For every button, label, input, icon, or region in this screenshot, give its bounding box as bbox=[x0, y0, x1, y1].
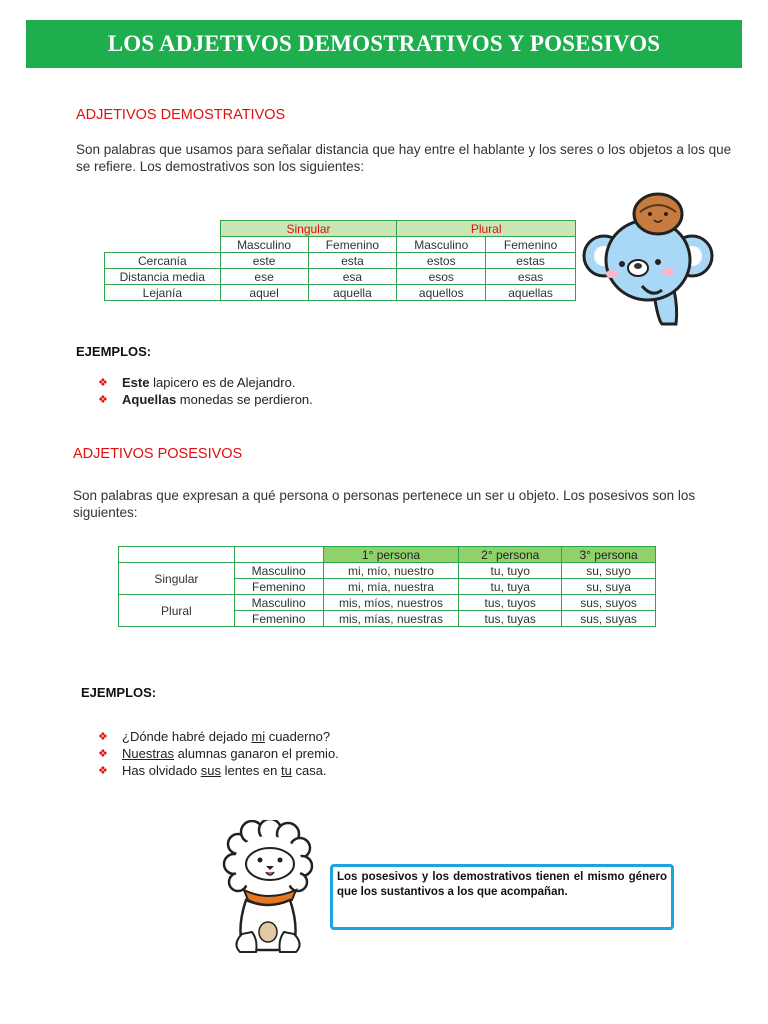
table-cell: esa bbox=[308, 269, 397, 285]
table-cell: esas bbox=[486, 269, 576, 285]
row-gender: Masculino bbox=[234, 563, 323, 579]
ejemplos-heading: EJEMPLOS: bbox=[76, 344, 152, 359]
koala-character-illustration bbox=[582, 186, 714, 328]
row-group-label: Singular bbox=[119, 563, 235, 595]
table-subheader: Masculino bbox=[397, 237, 486, 253]
table-subheader: Masculino bbox=[220, 237, 308, 253]
diamond-bullet-icon: ❖ bbox=[98, 394, 108, 406]
demostrativos-examples bbox=[98, 374, 313, 408]
table-row bbox=[105, 285, 576, 301]
row-gender: Femenino bbox=[234, 611, 323, 627]
table-subheader: Femenino bbox=[308, 237, 397, 253]
posesivos-paragraph: Son palabras que expresan a qué persona o personas pertenece un ser u objeto. Los posesivos son los siguientes: bbox=[73, 488, 696, 520]
row-label: Lejanía bbox=[105, 285, 221, 301]
example-text: ¿Dónde habré dejado bbox=[122, 729, 252, 744]
list-item bbox=[98, 745, 339, 762]
table-header-singular: Singular bbox=[220, 221, 397, 237]
row-gender: Masculino bbox=[234, 595, 323, 611]
table-cell: aquel bbox=[220, 285, 308, 301]
example-keyword: Aquellas bbox=[122, 392, 177, 407]
section-heading-demostrativos: ADJETIVOS DEMOSTRATIVOS bbox=[76, 107, 286, 123]
example-text: cuaderno? bbox=[265, 729, 331, 744]
list-item bbox=[98, 391, 313, 408]
table-cell: tu, tuyo bbox=[459, 563, 562, 579]
row-gender: Femenino bbox=[234, 579, 323, 595]
example-text: alumnas ganaron el premio. bbox=[174, 746, 339, 761]
posesivos-table bbox=[118, 546, 656, 627]
table-header-1a-persona: 1° persona bbox=[323, 547, 459, 563]
table-row bbox=[105, 269, 576, 285]
table-cell: aquella bbox=[308, 285, 397, 301]
example-keyword: Este bbox=[122, 375, 150, 390]
table-header-3a-persona: 3° persona bbox=[562, 547, 656, 563]
table-cell: tu, tuya bbox=[459, 579, 562, 595]
example-keyword: Nuestras bbox=[122, 746, 175, 761]
table-cell: esta bbox=[308, 253, 397, 269]
table-cell: mis, míos, nuestros bbox=[323, 595, 459, 611]
ejemplos-heading: EJEMPLOS: bbox=[81, 685, 157, 700]
table-cell: su, suya bbox=[562, 579, 656, 595]
table-subheader: Femenino bbox=[486, 237, 576, 253]
table-cell: sus, suyos bbox=[562, 595, 656, 611]
example-keyword: mi bbox=[251, 729, 266, 744]
section-heading-posesivos: ADJETIVOS POSESIVOS bbox=[73, 446, 243, 462]
table-cell: mi, mía, nuestra bbox=[323, 579, 459, 595]
row-label: Cercanía bbox=[105, 253, 221, 269]
diamond-bullet-icon: ❖ bbox=[98, 765, 108, 777]
diamond-bullet-icon: ❖ bbox=[98, 377, 108, 389]
example-text: Has olvidado bbox=[122, 763, 201, 778]
diamond-bullet-icon: ❖ bbox=[98, 731, 108, 743]
example-keyword: tu bbox=[281, 763, 292, 778]
table-cell: mi, mío, nuestro bbox=[323, 563, 459, 579]
list-item bbox=[98, 728, 339, 745]
table-row bbox=[119, 595, 656, 611]
table-cell: aquellos bbox=[397, 285, 486, 301]
table-cell: esos bbox=[397, 269, 486, 285]
example-text: lentes en bbox=[221, 763, 282, 778]
example-text: monedas se perdieron. bbox=[176, 392, 313, 407]
note-box: Los posesivos y los demostrativos tienen el mismo género que los sustantivos a los que acompañan. bbox=[330, 864, 674, 930]
posesivos-examples bbox=[98, 728, 339, 779]
table-row bbox=[105, 253, 576, 269]
lamb-character-illustration bbox=[222, 820, 314, 958]
list-item bbox=[98, 762, 339, 779]
list-item bbox=[98, 374, 313, 391]
table-cell: este bbox=[220, 253, 308, 269]
table-cell: estas bbox=[486, 253, 576, 269]
table-cell: tus, tuyas bbox=[459, 611, 562, 627]
table-cell: sus, suyas bbox=[562, 611, 656, 627]
example-text: casa. bbox=[291, 763, 327, 778]
example-text: lapicero es de Alejandro. bbox=[149, 375, 296, 390]
table-header-plural: Plural bbox=[397, 221, 576, 237]
table-cell: estos bbox=[397, 253, 486, 269]
demostrativos-table bbox=[104, 220, 576, 301]
table-cell: aquellas bbox=[486, 285, 576, 301]
table-row bbox=[119, 563, 656, 579]
table-cell: tus, tuyos bbox=[459, 595, 562, 611]
row-label: Distancia media bbox=[105, 269, 221, 285]
table-header-2a-persona: 2° persona bbox=[459, 547, 562, 563]
page-title: LOS ADJETIVOS DEMOSTRATIVOS Y POSESIVOS bbox=[26, 20, 742, 68]
table-cell: mis, mías, nuestras bbox=[323, 611, 459, 627]
table-cell: su, suyo bbox=[562, 563, 656, 579]
demostrativos-paragraph: Son palabras que usamos para señalar distancia que hay entre el hablante y los seres o los objetos a los que se refiere. Los demostrativos son los siguientes: bbox=[76, 142, 732, 174]
example-keyword: sus bbox=[200, 763, 222, 778]
row-group-label: Plural bbox=[119, 595, 235, 627]
diamond-bullet-icon: ❖ bbox=[98, 748, 108, 760]
table-cell: ese bbox=[220, 269, 308, 285]
